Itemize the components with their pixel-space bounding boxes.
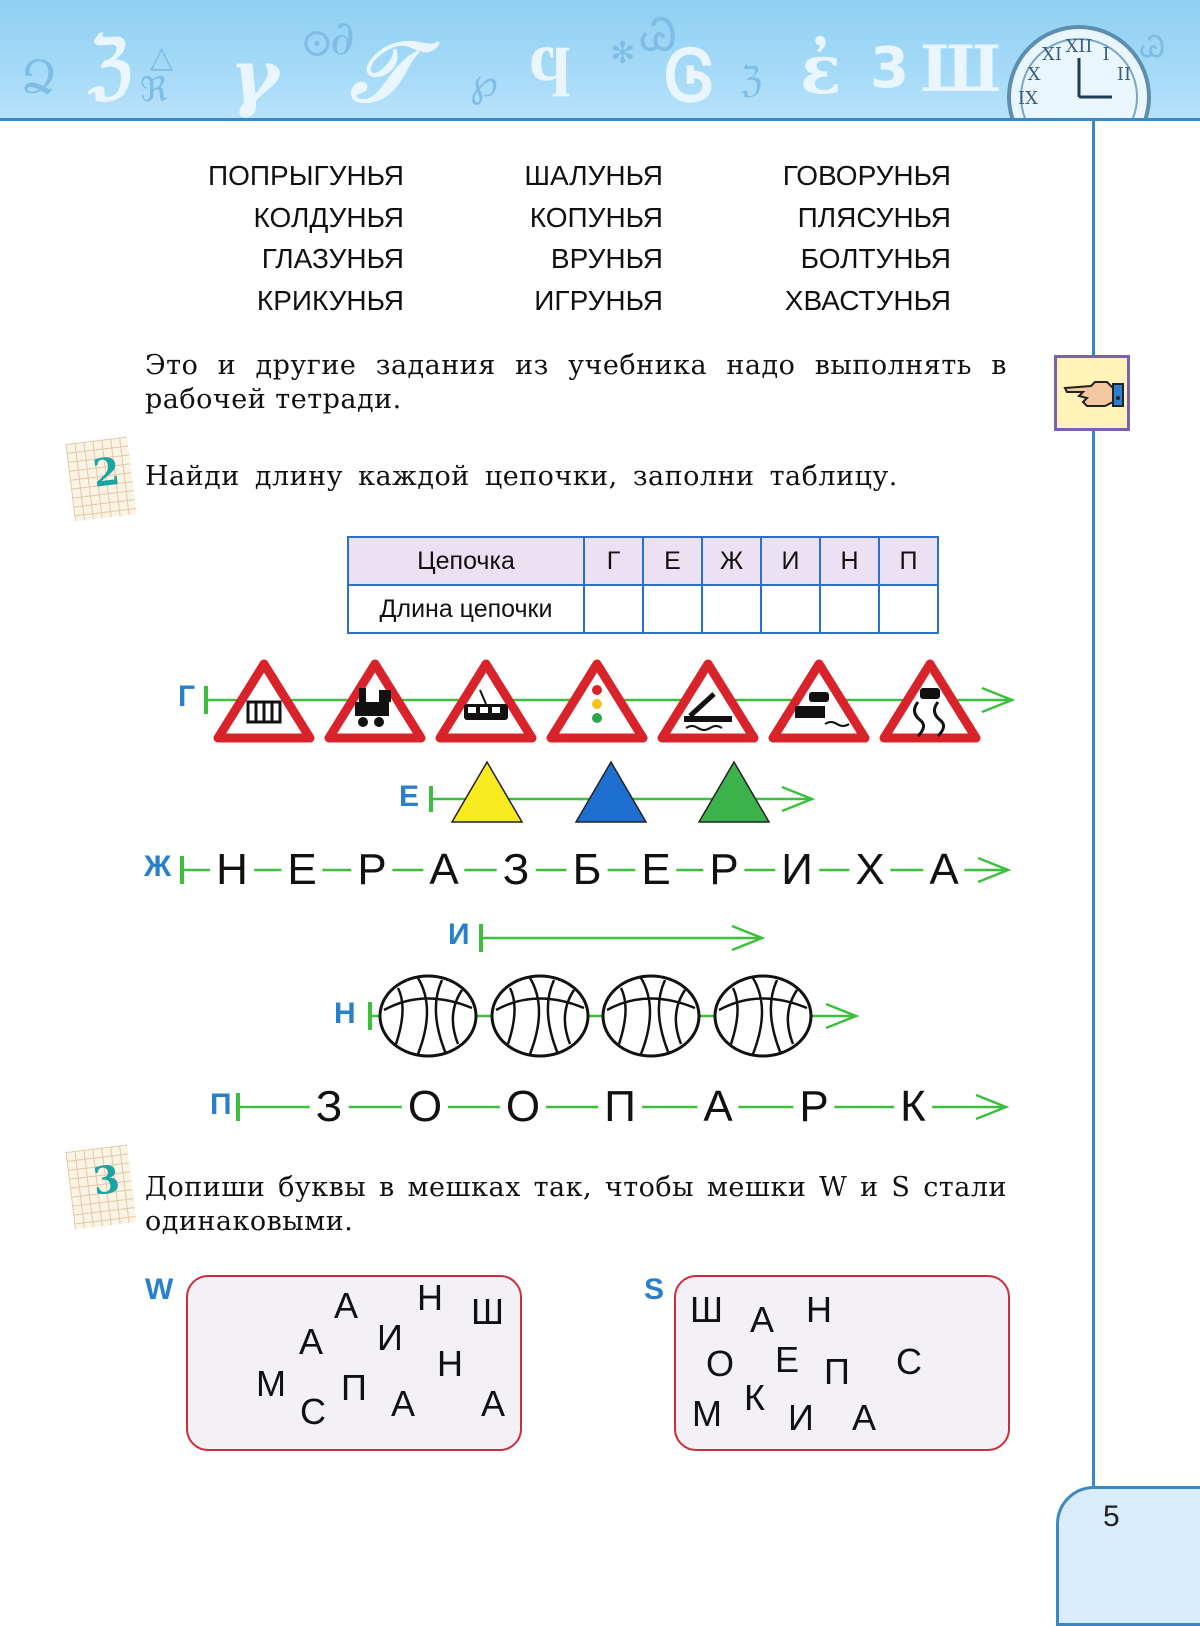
chain-letter: Р (793, 1082, 834, 1132)
bag-letter: И (788, 1397, 814, 1438)
chain-letter: Р (703, 845, 744, 895)
blue-triangle (576, 762, 646, 822)
task-number: 3 (90, 1155, 123, 1204)
table-row-label: Длина цепочки (348, 585, 584, 633)
bag-letter: Н (437, 1343, 463, 1384)
cabbage-icon (492, 976, 588, 1056)
chain-letter: А (423, 845, 464, 895)
decor-glyph: 𝒯 (350, 22, 415, 121)
yellow-triangle (452, 762, 522, 822)
cabbage-icon (603, 976, 699, 1056)
bag-letter: А (391, 1383, 416, 1424)
bag-letter: А (750, 1299, 775, 1340)
chain-label-n: Н (334, 997, 356, 1030)
cabbage-icon (715, 976, 811, 1056)
task3-text: Допиши буквы в мешках так, чтобы мешки W и S стали одинаковыми. (145, 1172, 1007, 1237)
word: КОЛДУНЬЯ (253, 201, 404, 233)
chain-letter: Х (849, 845, 890, 895)
chain-letter: А (697, 1082, 738, 1132)
decor-glyph: Ш (920, 32, 1002, 107)
bag-letter: Н (806, 1289, 832, 1330)
bag-letter: О (706, 1343, 735, 1384)
bag-letter: П (824, 1351, 850, 1392)
decor-glyph: ἐ (800, 30, 842, 110)
decor-glyph: ϥ (530, 30, 572, 113)
decor-glyph: γ (230, 34, 279, 120)
chain-letter: Н (210, 845, 254, 895)
word: КРИКУНЬЯ (256, 284, 404, 316)
workbook-note: Это и другие задания из учебника надо выполнять в рабочей тетради. (145, 350, 1007, 415)
bag-letter: А (299, 1321, 324, 1362)
decor-glyph: Ձ (20, 50, 58, 104)
decor-glyph: ∂ (330, 10, 355, 66)
svg-text:II: II (1116, 64, 1132, 85)
decor-glyph: ℨ (740, 60, 763, 101)
svg-text:IX: IX (1018, 88, 1038, 109)
table-column-header: П (879, 537, 938, 585)
bag-letter: К (744, 1377, 765, 1418)
bag-letter: Ш (690, 1289, 723, 1330)
chain-letter: Б (567, 845, 608, 895)
table-column-header: Н (820, 537, 879, 585)
chain-letter: Е (281, 845, 322, 895)
chain-letter: К (894, 1082, 932, 1132)
chain-letter: З (497, 845, 536, 895)
cabbage-icon (380, 976, 476, 1056)
bag-letter: С (896, 1341, 922, 1382)
svg-text:XII: XII (1065, 36, 1093, 57)
chain-letter: П (598, 1082, 642, 1132)
page-number: 5 (1103, 1500, 1120, 1533)
bag-letter: С (300, 1391, 326, 1432)
chain-label-i: И (448, 918, 470, 951)
decor-glyph: ✻ (610, 36, 636, 71)
chain-letter: О (500, 1082, 546, 1132)
word: КОПУНЬЯ (529, 201, 663, 233)
task2-text: Найди длину каждой цепочки, заполни таблицу. (145, 461, 898, 492)
chain-letter: И (775, 845, 819, 895)
bag-letter: А (334, 1285, 359, 1326)
svg-text:XI: XI (1042, 44, 1062, 65)
word: ИГРУНЬЯ (534, 284, 663, 316)
table-column-header: Г (584, 537, 643, 585)
word: БОЛТУНЬЯ (800, 243, 951, 274)
decor-glyph: ℜ (140, 70, 168, 110)
bag-letter: Е (775, 1339, 800, 1380)
decor-glyph: Ꮚ (1140, 30, 1166, 65)
page-number-tab (1056, 1486, 1200, 1626)
chain-e (431, 762, 812, 822)
bag-letter: П (341, 1367, 367, 1408)
word: ГОВОРУНЬЯ (782, 160, 951, 191)
bag-letter: М (692, 1393, 722, 1434)
svg-text:I: I (1102, 44, 1110, 65)
task-number: 2 (90, 447, 123, 496)
bag-w (186, 1275, 522, 1451)
table-header-label: Цепочка (348, 537, 584, 585)
decor-glyph: Ꮚ (640, 10, 678, 61)
table-column-header: Е (643, 537, 702, 585)
chain-i (481, 924, 762, 952)
bag-letter: М (256, 1363, 286, 1404)
chain-letter: Р (351, 845, 392, 895)
decor-glyph: △ (150, 40, 174, 75)
chain-g (206, 664, 1012, 738)
decor-glyph: ℨ (88, 22, 133, 107)
decor-glyph: ℘ (470, 60, 498, 106)
chain-label-e: Е (399, 780, 420, 813)
bag-s (674, 1275, 1010, 1451)
chain-label-g: Г (178, 680, 196, 713)
decor-glyph: 3 (870, 36, 909, 101)
bag-letter: Ш (471, 1291, 504, 1332)
bag-letter: И (377, 1317, 403, 1358)
green-triangle (699, 762, 769, 822)
decor-glyph: Ꮆ (665, 34, 715, 117)
bag-letter: А (481, 1383, 506, 1424)
bag-letter: А (852, 1397, 877, 1438)
chain-label-p: П (210, 1088, 232, 1121)
word: ШАЛУНЬЯ (524, 160, 663, 191)
bag-s-label: S (644, 1273, 665, 1306)
svg-text:X: X (1027, 64, 1041, 85)
chain-n (370, 976, 856, 1056)
chain-letter: Е (635, 845, 676, 895)
word: ПЛЯСУНЬЯ (797, 201, 951, 233)
word: ГЛАЗУНЬЯ (261, 243, 404, 274)
word: ХВАСТУНЬЯ (784, 284, 951, 316)
bag-letter: Н (417, 1277, 443, 1318)
task-number-badge (65, 1145, 136, 1230)
decor-glyph: ⊙ (300, 20, 334, 66)
table-column-header: И (761, 537, 820, 585)
chain-letter: З (310, 1082, 349, 1132)
word: ПОПРЫГУНЬЯ (208, 160, 404, 191)
chain-letter: А (923, 845, 964, 895)
chain-letter: О (402, 1082, 448, 1132)
bag-w-label: W (145, 1273, 174, 1306)
chain-label-zh: Ж (144, 850, 172, 883)
word: ВРУНЬЯ (550, 243, 663, 274)
table-column-header: Ж (702, 537, 761, 585)
